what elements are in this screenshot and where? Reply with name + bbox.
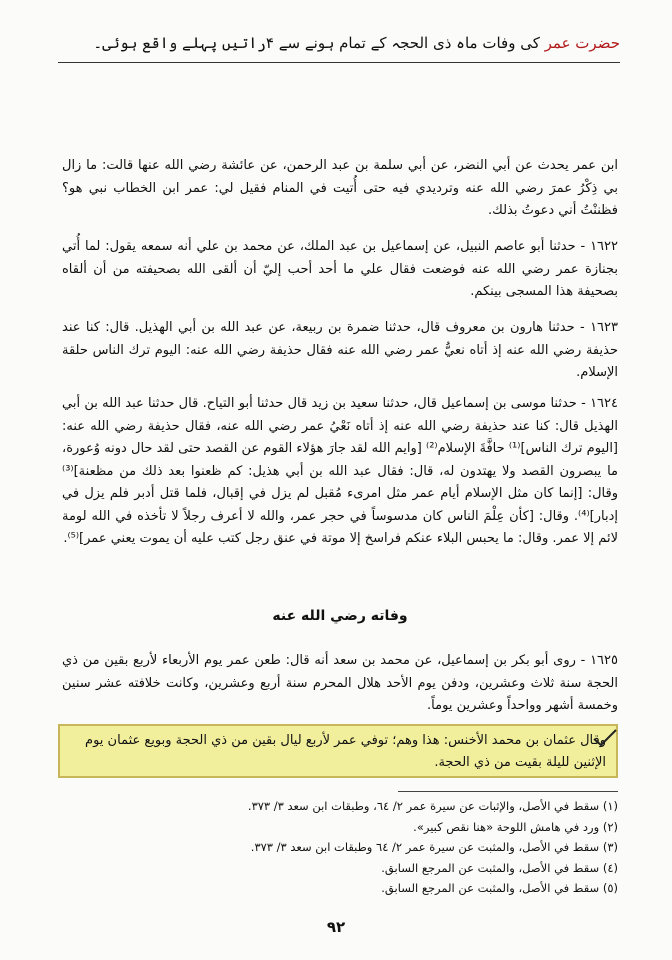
footnote-divider <box>398 791 618 792</box>
footnote-item: (١) سقط في الأصل، والإثبات عن سيرة عمر ٢/ ٦٤، وطبقات ابن سعد ٣/ ٣٧٣. <box>247 799 618 813</box>
page-header <box>60 30 620 56</box>
paragraph-1: ابن عمر يحدث عن أبي النضر، عن أبي سلمة بن عبد الرحمن، عن عائشة رضي الله عنها قالت: ما زال بي ذِكْرُ عمرَ رضي الله عنه وترديدي فيه حتى أُتيت في المنام فقيل لي: عمر ابن الخطاب نبي هو؟ فظننْتُ أني دعوتُ بذلك. <box>62 158 618 218</box>
footnotes <box>62 796 618 899</box>
highlighted-passage: وقال عثمان بن محمد الأخنس: هذا وهم؛ توفي عمر لأربع ليال بقين من ذي الحجة وبويع عثمان يوم الإثنين لليلة بقيت من ذي الحجة. <box>58 724 618 778</box>
page-number: ٩٢ <box>326 918 346 936</box>
paragraph-3: ١٦٢٣ - حدثنا هارون بن معروف قال، حدثنا ضمرة بن ربيعة، عن عبد الله بن أبي الهذيل. قال: كنا عند حذيفة رضي الله عنه إذ أتاه نعيُّ عمر رضي الله عنه فقال حذيفة رضي الله عنه: اليوم ترك الناس حلقة الإسلام. <box>62 320 618 380</box>
footnote-item: (٣) سقط في الأصل، والمثبت عن سيرة عمر ٢/ ٦٤ وطبقات ابن سعد ٣/ ٣٧٣. <box>250 840 618 854</box>
header-highlight: حضرت عمر <box>544 34 620 52</box>
checkmark-icon <box>590 726 620 750</box>
paragraph-5: ١٦٢٥ - روى أبو بكر بن إسماعيل، عن محمد بن سعد أنه قال: طعن عمر يوم الأربعاء لأربع بقين من ذي الحجة سنة ثلاث وعشرين، ودفن يوم الأحد هلال المحرم سنة أربع وعشرين، وكانت خلافته عشر سنين وخمسة أشهر وواحداً وعشرين يوماً. <box>62 653 618 713</box>
paragraph-4: ١٦٢٤ - حدثنا موسى بن إسماعيل قال، حدثنا سعيد بن زيد قال حدثنا أبو التياح. قال حدثنا عبد الله بن أبي الهذيل قال: كنا عند حذيفة رضي الله عنه إذ أتاه نَعْيُ عمر رضي الله عنه، فقال حذيفة رضي الله عنه: [اليوم ترك الناس]⁽¹⁾ حافَّةَ الإسلام⁽²⁾ [وايم الله لقد جارَ هؤلاء القوم عن القصد حتى لقد حال دونه وُعورة، ما يبصرون القصد ولا يهتدون له، قال: فقال عبد الله بن أبي هذيل: كم ظعنوا بعد ذلك من مظعنة]⁽³⁾ وقال: [إنما كان مثل الإسلام أيام عمر مثل امرىء مُقبل لم يزل في إقبال، فلما قتل أدبر فلم يزل في إدبار]⁽⁴⁾. وقال: [كأن عِلْمَ الناس كان مدسوساً في حجر عمر، والله لا أعرف رجلاً لا تأخذه في الله لومة لائم إلا عمر. وقال: ما يحبس البلاء عنكم فراسخ إلا موتة في عنق رجل كتب عليه أن يموت يعني عمر]⁽⁵⁾. <box>62 396 618 546</box>
paragraph-2: ١٦٢٢ - حدثنا أبو عاصم النبيل، عن إسماعيل بن عبد الملك، عن محمد بن علي أنه سمعه يقول: لما أُتي بجنازة عمر رضي الله عنه فوضعت فقال علي ما أحد أحب إليّ أن ألقى الله بصحيفته من أن ألقاه بصحيفة هذا المسجى بينكم. <box>62 239 618 299</box>
header-divider <box>58 62 620 63</box>
footnote-item: (٤) سقط في الأصل، والمثبت عن المرجع السابق. <box>381 860 618 875</box>
section-heading: وفاته رضي الله عنه <box>272 608 408 624</box>
footnote-item: (٥) سقط في الأصل، والمثبت عن المرجع السابق. <box>381 881 618 895</box>
footnote-item: (٢) ورد في هامش اللوحة «هنا نقص كبير». <box>413 819 618 834</box>
header-text: کی وفات ماہ ذی الحجہ کے تمام ہونے سے ۴راتیں پہلے واقع ہوئی۔ <box>93 34 540 52</box>
